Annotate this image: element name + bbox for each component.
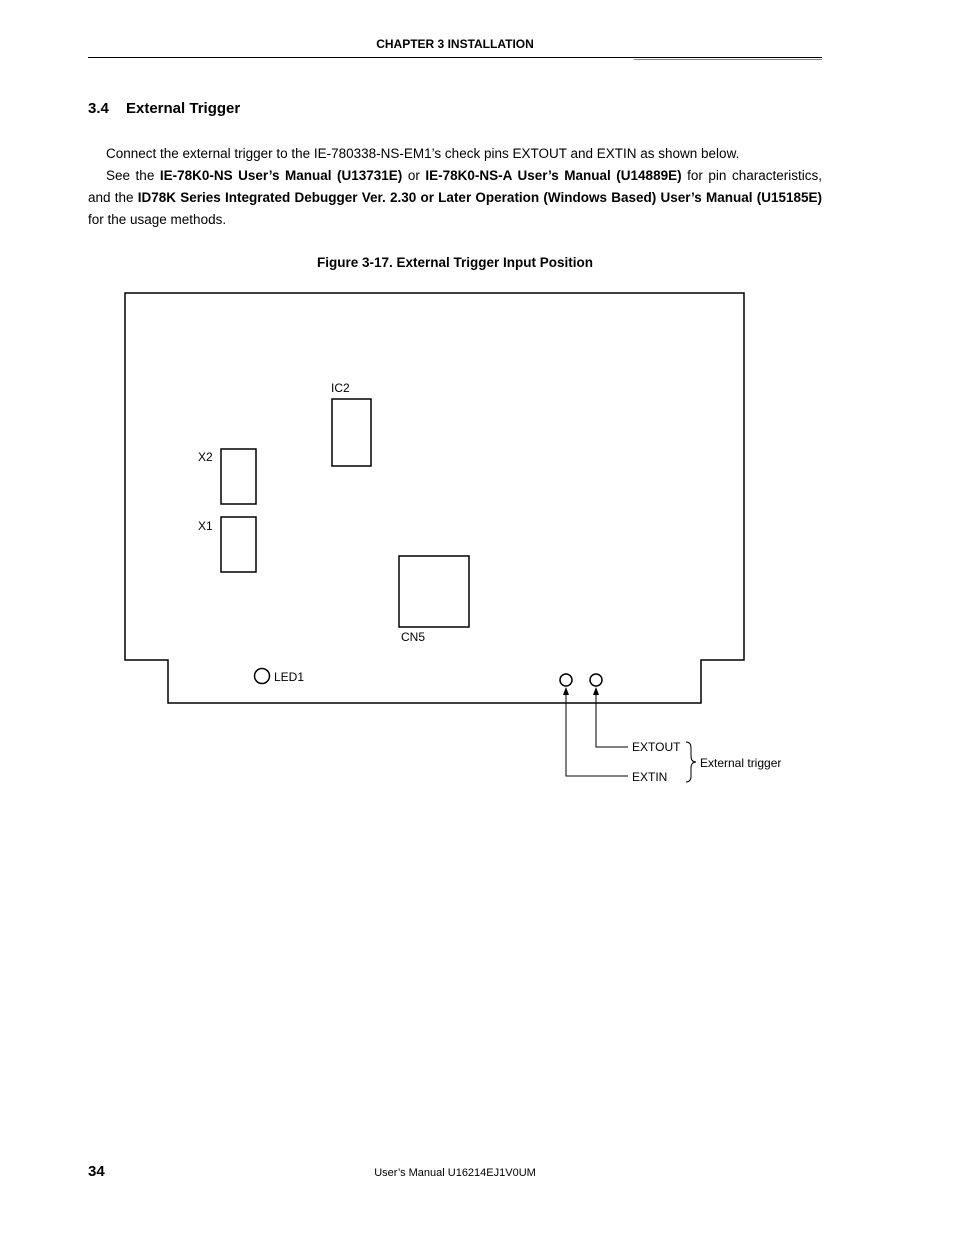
ic2-label: IC2 [331, 381, 350, 395]
section-number: 3.4 [88, 100, 109, 117]
ic2-component [332, 399, 371, 466]
ref-text-1: See the [106, 168, 160, 183]
trigger-brace [686, 742, 696, 782]
cn5-connector [399, 556, 469, 627]
extin-label: EXTIN [632, 770, 668, 784]
section-title: External Trigger [126, 100, 241, 117]
external-trigger-label: External trigger [700, 756, 782, 770]
board-outline [125, 293, 744, 703]
led1-label: LED1 [274, 670, 305, 684]
extin-pin [560, 674, 572, 686]
led1-indicator [255, 669, 270, 684]
page-number: 34 [88, 1163, 105, 1180]
ref-text-3: for pin characteristics, and the [88, 168, 822, 205]
paragraph-intro: Connect the external trigger to the IE-780338-NS-EM1’s check pins EXTOUT and EXTIN as shown below. [106, 146, 740, 161]
ref-manual-ns-a: IE-78K0-NS-A User’s Manual (U14889E) [425, 168, 682, 183]
ref-text-2: or [402, 168, 426, 183]
ref-manual-ns: IE-78K0-NS User’s Manual (U13731E) [159, 168, 403, 183]
footer-manual-id: User’s Manual U16214EJ1V0UM [374, 1167, 536, 1179]
ref-text-4: for the usage methods. [88, 212, 227, 227]
figure-title: Figure 3-17. External Trigger Input Position [316, 255, 594, 270]
extin-leader-line [566, 688, 628, 776]
chapter-header: CHAPTER 3 INSTALLATION [376, 37, 534, 51]
cn5-label: CN5 [401, 630, 426, 644]
extout-leader-line [596, 688, 628, 747]
extout-label: EXTOUT [632, 740, 681, 754]
extout-pin [590, 674, 602, 686]
x2-component [221, 449, 256, 504]
x2-label: X2 [198, 450, 213, 464]
ref-manual-id78k: ID78K Series Integrated Debugger Ver. 2.30 or Later Operation (Windows Based) User’s Manual (U15185E) [137, 190, 823, 205]
x1-component [221, 517, 256, 572]
x1-label: X1 [198, 519, 213, 533]
extout-arrowhead [593, 687, 599, 695]
extin-arrowhead [563, 687, 569, 695]
